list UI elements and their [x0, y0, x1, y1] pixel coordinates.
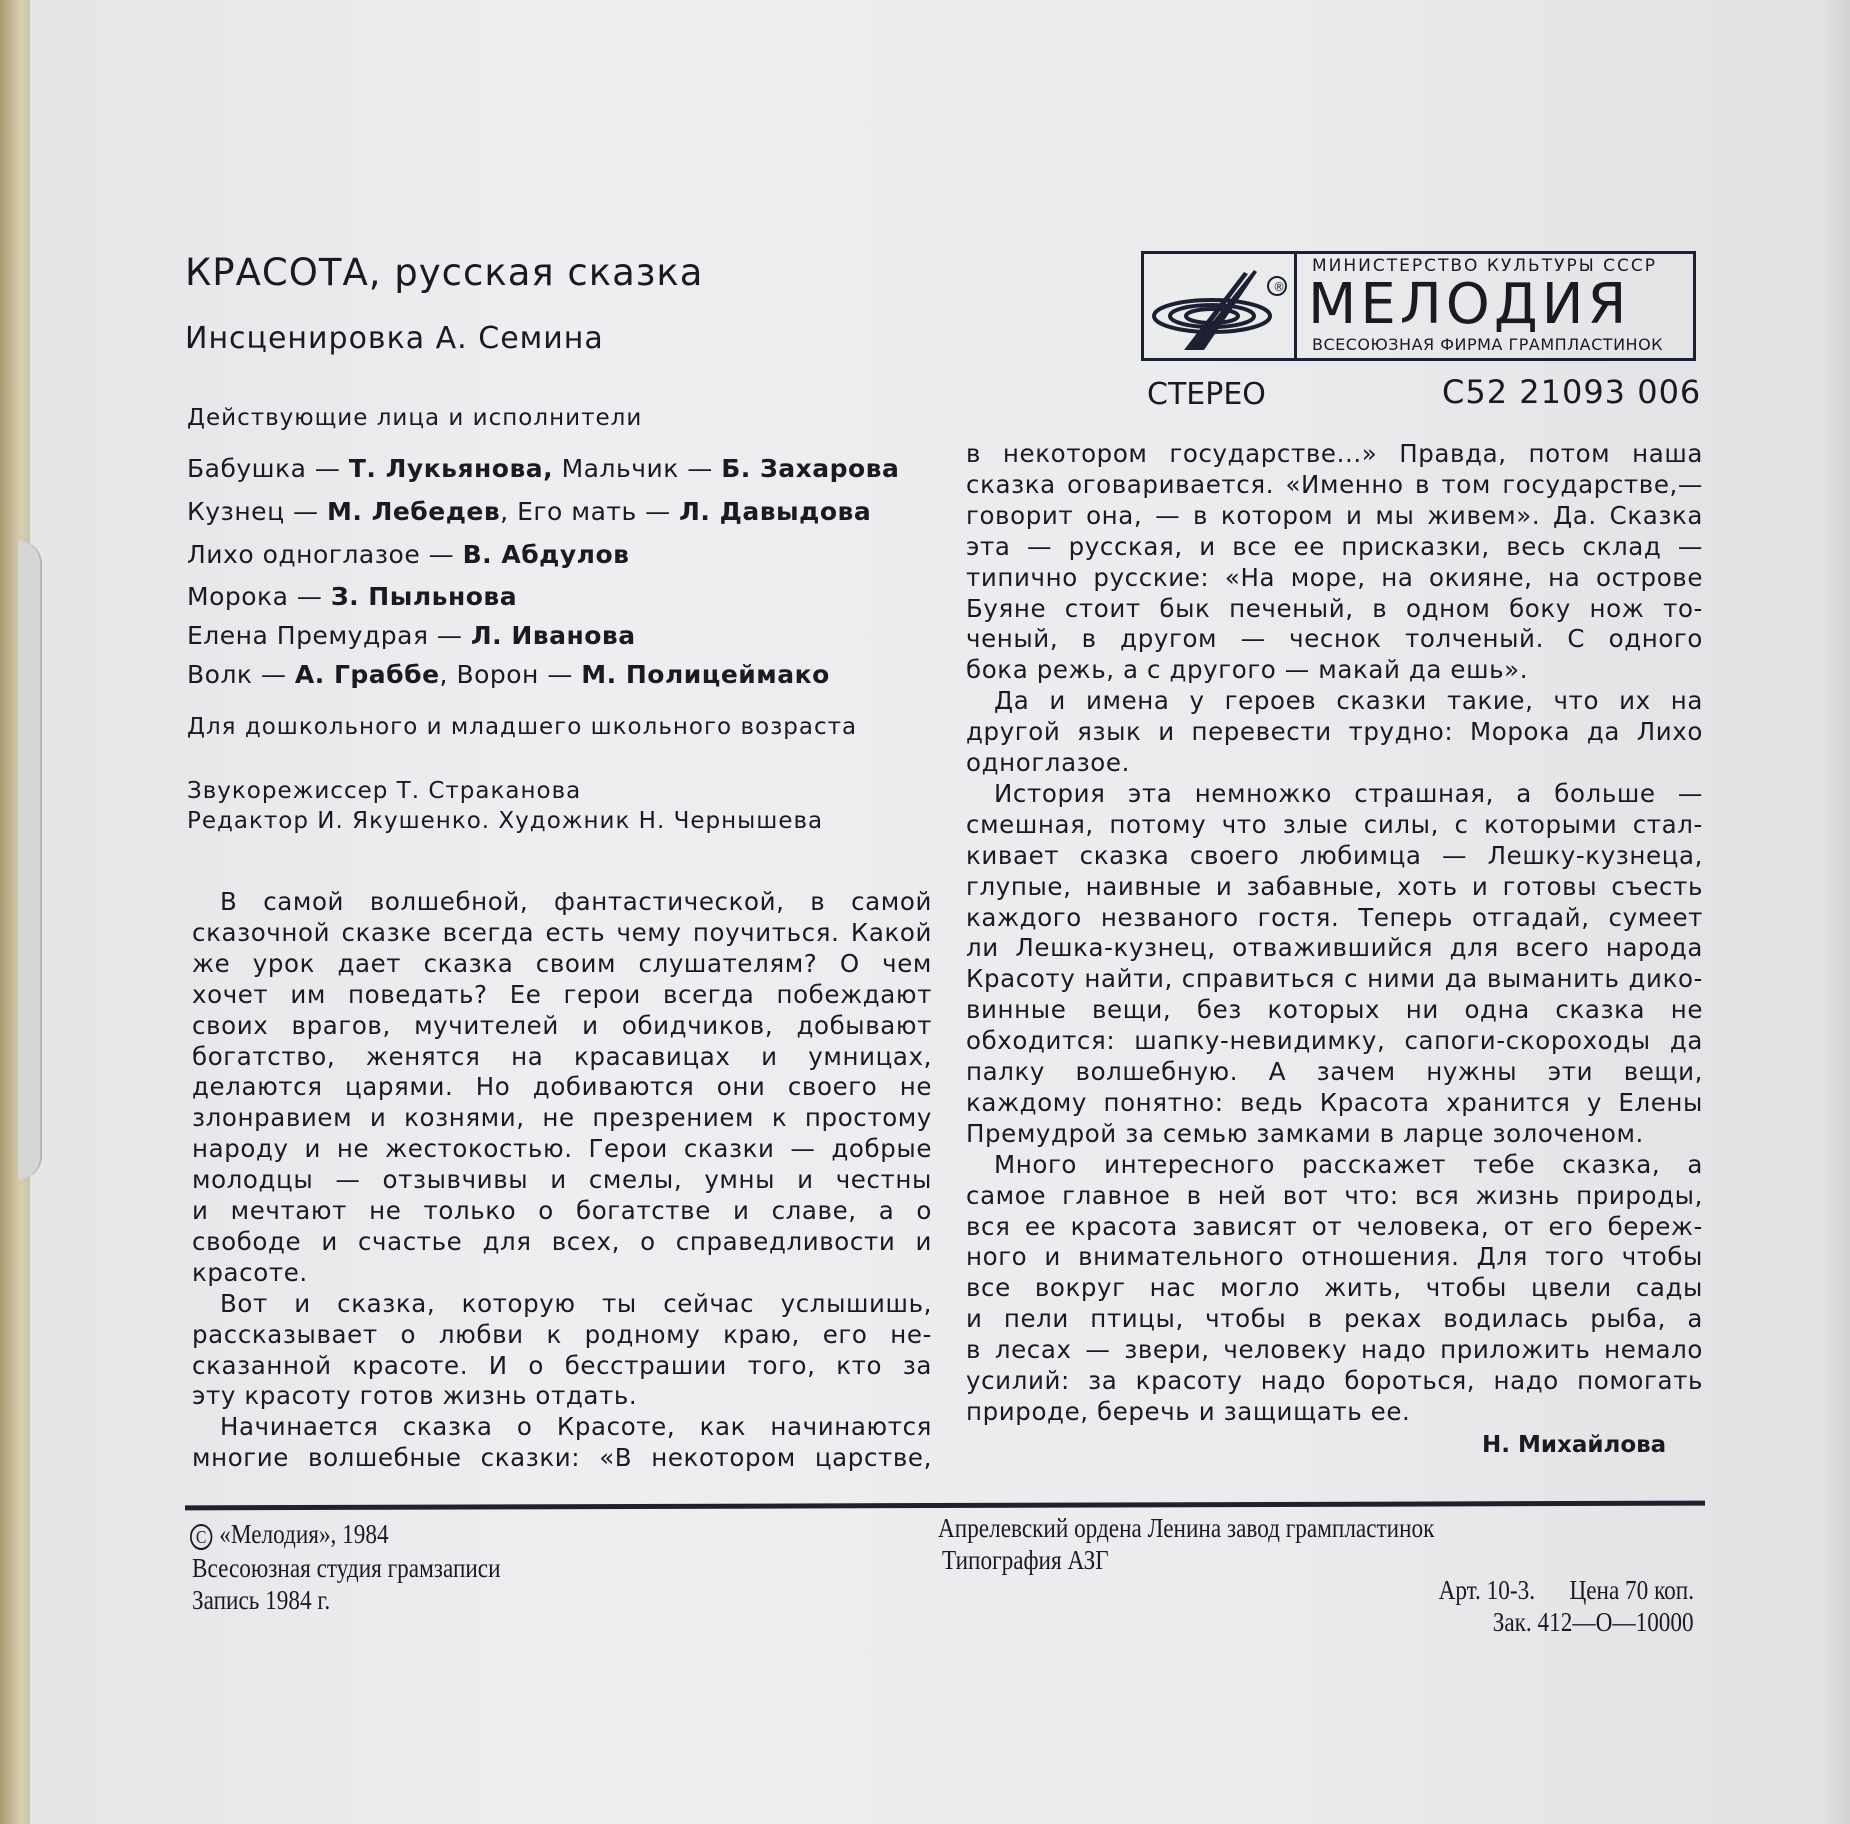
audience-note: Для дошкольного и младшего школьного возраста: [187, 714, 858, 740]
text-line: и мечтают не только о богатстве и славе, а о: [192, 1196, 932, 1225]
logo-firm: ВСЕСОЮЗНАЯ ФИРМА ГРАМПЛАСТИНОК: [1312, 335, 1664, 354]
text-line: ченый, в другом — чеснок толченый. С одного: [966, 624, 1703, 654]
text-line: многие волшебные сказки: «В некотором царстве,: [192, 1443, 932, 1473]
article-price-line: [1439, 1576, 1694, 1604]
album-title: КРАСОТА, русская сказка: [185, 251, 704, 294]
copyright-text: «Мелодия», 1984: [219, 1519, 389, 1549]
price: Цена 70 коп.: [1569, 1575, 1694, 1605]
text-line: Красоту найти, справиться с ними да выманить дико-: [966, 964, 1703, 994]
text-line: смешная, потому что злые силы, с которыми стал-: [966, 809, 1703, 839]
text-line: хочет им поведать? Ее герои всегда побеждают: [192, 979, 932, 1009]
sleeve-thumb-cut: [18, 540, 42, 1180]
role-name: Бабушка —: [187, 454, 349, 483]
melodiya-emblem-icon: [1144, 254, 1297, 358]
text-line: эта — русская, и все ее присказки, весь склад —: [966, 531, 1703, 561]
credit-sound-engineer: Звукорежиссер Т. Страканова: [187, 778, 582, 804]
printer-name: Типография АЗГ: [942, 1545, 1109, 1575]
role-name: Кузнец —: [187, 497, 327, 526]
text-line: сказочной сказке всегда есть чему поучиться. Какой: [192, 917, 932, 947]
registered-mark: ®: [1273, 280, 1285, 294]
article-number: Арт. 10-3.: [1438, 1575, 1536, 1605]
performer-name: З. Пыльнова: [330, 582, 518, 611]
text-line: рассказывает о любви к родному краю, его не-: [192, 1319, 932, 1349]
order-number: Зак. 412—О—10000: [1493, 1607, 1694, 1637]
performer-name: Л. Иванова: [470, 621, 636, 650]
cast-line: [187, 498, 871, 527]
role-name: Лихо одноглазое —: [187, 540, 463, 569]
text-line: другой язык и перевести трудно: Морока да Лихо: [966, 717, 1703, 747]
text-line: обходится: шапку-невидимку, сапоги-скороходы да: [966, 1026, 1703, 1056]
cast-heading: Действующие лица и исполнители: [187, 405, 643, 431]
text-line: в некотором государстве...» Правда, потом наша: [966, 439, 1703, 468]
liner-notes-author: Н. Михайлова: [1482, 1432, 1667, 1458]
text-line: свободе и счастье для всех, о справедливости и: [192, 1226, 932, 1256]
text-line: делаются царями. Но добиваются они своего не: [192, 1072, 932, 1102]
text-line: Премудрой за семью замками в ларце золоченом.: [966, 1118, 1644, 1148]
stereo-label: СТЕРЕО: [1147, 377, 1266, 412]
cast-line: [187, 622, 636, 651]
text-line: кивает сказка своего любимца — Лешку-кузнеца,: [966, 840, 1703, 870]
role-name: Морока —: [187, 582, 331, 611]
performer-name: А. Граббе: [294, 660, 440, 689]
text-line: История эта немножко страшная, а больше —: [994, 778, 1703, 808]
text-line: красоте.: [192, 1257, 308, 1287]
text-line: и пели птицы, чтобы в реках водилась рыба, а: [966, 1304, 1703, 1334]
text-line: глупые, наивные и забавные, хоть и готовы съесть: [966, 871, 1703, 901]
plant-name: Апрелевский ордена Ленина завод грампластинок: [938, 1513, 1435, 1543]
text-line: в лесах — звери, человеку надо приложить немало: [966, 1335, 1703, 1365]
performer-name: Л. Давыдова: [679, 497, 872, 526]
cast-line: [187, 541, 629, 570]
text-line: Вот и сказка, которую ты сейчас услышишь,: [220, 1288, 932, 1318]
text-line: Много интересного расскажет тебе сказка, а: [994, 1149, 1703, 1179]
role-name: Мальчик —: [553, 454, 722, 483]
performer-name: М. Лебедев: [326, 497, 501, 526]
text-line: типично русские: «На море, на окияне, на острове: [966, 562, 1703, 592]
text-line: природе, беречь и защищать ее.: [966, 1396, 1411, 1426]
text-line: Да и имена у героев сказки такие, что их на: [994, 686, 1703, 716]
text-line: усилий: за красоту надо бороться, надо помогать: [966, 1366, 1703, 1395]
performer-name: М. Полицеймако: [581, 660, 830, 689]
text-line: же урок дает сказка своим слушателям? О чем: [192, 948, 932, 978]
text-line: Буяне стоит бык печеный, в одном боку нож то-: [966, 593, 1703, 623]
role-name: , Ворон —: [439, 660, 582, 689]
text-line: одноглазое.: [966, 748, 1130, 777]
text-line: ли Лешка-кузнец, отважившийся для всего народа: [966, 933, 1703, 963]
text-line: говорит она, — в котором и мы живем». Да. Сказка: [966, 500, 1703, 530]
text-line: палку волшебную. А зачем нужны эти вещи,: [966, 1057, 1703, 1086]
text-line: эту красоту готов жизнь отдать.: [192, 1381, 638, 1411]
text-line: все вокруг нас могло жить, чтобы цвели сады: [966, 1273, 1703, 1303]
text-line: сказанной красоте. И о бесстрашии того, кто за: [192, 1350, 932, 1380]
copyright-icon: C: [190, 1524, 212, 1550]
text-line: злонравием и кознями, не презрением к простому: [192, 1103, 932, 1133]
text-line: самое главное в ней вот что: вся жизнь природы,: [966, 1180, 1703, 1210]
credit-editor-artist: Редактор И. Якушенко. Художник Н. Чернышева: [187, 808, 824, 834]
staging-credit: Инсценировка А. Семина: [185, 321, 604, 356]
text-line: винные вещи, без которых ни одна сказка не: [966, 995, 1703, 1025]
sleeve-right-edge: [1820, 0, 1850, 1824]
performer-name: Б. Захарова: [721, 454, 900, 483]
text-line: сказка оговаривается. «Именно в том государстве,—: [966, 469, 1703, 499]
role-name: Волк —: [187, 660, 295, 689]
performer-name: В. Абдулов: [462, 540, 630, 569]
role-name: , Его мать —: [500, 497, 680, 526]
performer-name: Т. Лукьянова,: [348, 454, 554, 483]
studio-text: Всесоюзная студия грамзаписи: [192, 1553, 501, 1583]
text-line: вся ее красота зависят от человека, от его береж-: [966, 1211, 1703, 1241]
text-line: народу и не жестокостью. Герои сказки — добрые: [192, 1134, 932, 1164]
catalog-number: С52 21093 006: [1442, 373, 1702, 411]
logo-brand: МЕЛОДИЯ: [1308, 272, 1631, 337]
text-line: ного и внимательного отношения. Для того чтобы: [966, 1242, 1703, 1272]
cast-line: [187, 583, 517, 612]
recording-year: Запись 1984 г.: [192, 1585, 331, 1615]
text-line: каждому понятно: ведь Красота хранится у Елены: [966, 1087, 1703, 1117]
text-line: своих врагов, мучителей и обидчиков, добывают: [192, 1010, 932, 1040]
text-line: каждого незваного гостя. Теперь отгадай, сумеет: [966, 902, 1703, 932]
melodiya-logo: [1141, 251, 1696, 361]
cast-line: [187, 661, 830, 690]
text-line: Начинается сказка о Красоте, как начинаются: [220, 1412, 932, 1442]
text-line: молодцы — отзывчивы и смелы, умны и честны: [192, 1165, 932, 1195]
text-line: богатство, женятся на красавицах и умницах,: [192, 1041, 932, 1071]
logo-ministry: МИНИСТЕРСТВО КУЛЬТУРЫ СССР: [1312, 256, 1657, 276]
text-line: В самой волшебной, фантастической, в самой: [220, 887, 932, 916]
cast-line: [187, 455, 899, 484]
role-name: Елена Премудрая —: [187, 621, 471, 650]
text-line: бока режь, а с другого — макай да ешь».: [966, 655, 1529, 685]
copyright-line: [190, 1520, 389, 1550]
